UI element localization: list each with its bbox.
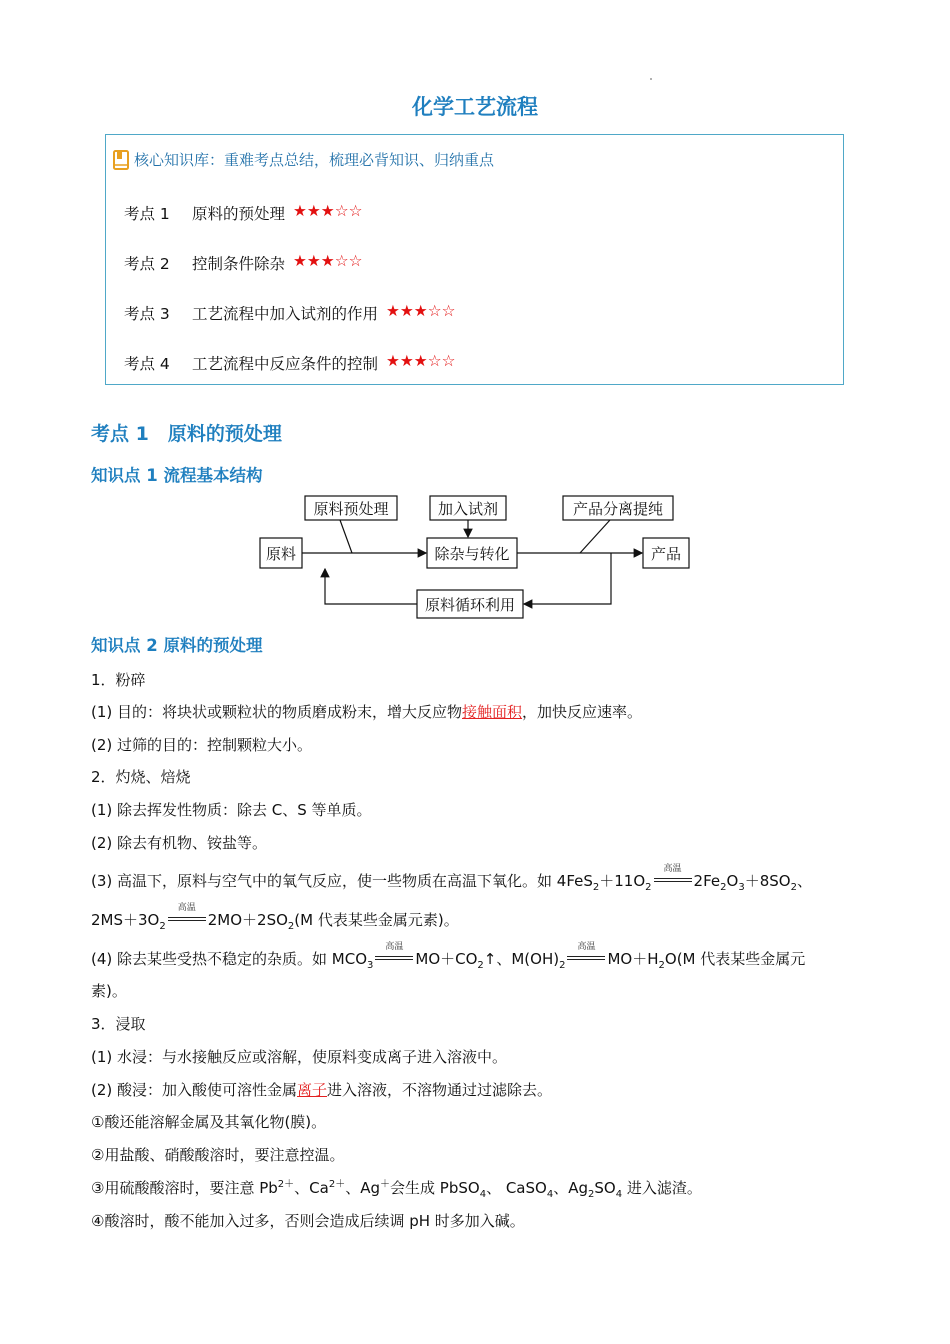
star-rating: ★★★☆☆ (386, 302, 456, 320)
knowledge-point-heading: 知识点 2 原料的预处理 (91, 636, 263, 655)
highlight-term: 离子 (297, 1081, 328, 1099)
flow-label-raw: 原料 (265, 545, 297, 563)
text-line: ①酸还能溶解金属及其氧化物(膜)。 (91, 1113, 327, 1131)
text-line: (1) 除去挥发性物质：除去 C、S 等单质。 (91, 801, 372, 819)
reaction-condition: 高温 (373, 950, 415, 966)
key-point-1: 考点 1 原料的预处理 ★★★☆☆ (124, 202, 363, 223)
text-line: ③用硫酸酸溶时，要注意 $Pb^{2+}$、$Ca^{2+}$、Ag＋会生成 PbSO$_4$、 CaSO$_4$、$Ag_2SO_4$ 进入滤渣。 (91, 1179, 702, 1200)
reaction-condition: 高温 (565, 950, 607, 966)
text-line: (2) 酸浸：加入酸使可溶性金属离子进入溶液，不溶物通过过滤除去。 (91, 1081, 553, 1099)
knowledge-box-header (112, 149, 494, 170)
flow-return-line (524, 553, 611, 604)
flow-label-pretreat: 原料预处理 (313, 500, 389, 518)
key-point-3: 考点 3 工艺流程中加入试剂的作用 ★★★☆☆ (124, 302, 456, 323)
flow-label-separate: 产品分离提纯 (572, 500, 664, 518)
section-heading: 考点 1 原料的预处理 (91, 423, 282, 445)
text-line: (2) 过筛的目的：控制颗粒大小。 (91, 736, 313, 754)
text-line: (1) 水浸：与水接触反应或溶解，使原料变成离子进入溶液中。 (91, 1048, 508, 1066)
equation-line: (4) 除去某些受热不稳定的杂质。如 $MCO_3$ 高温 $MO+CO_2↑$、$M(OH)_2$ 高温 $MO+H_2O(M$ 代表某些金属元 (91, 942, 806, 971)
page-dot (650, 78, 652, 80)
reaction-condition: 高温 (652, 872, 694, 888)
text-line: (1) 目的：将块状或颗粒状的物质磨成粉末，增大反应物接触面积，加快反应速率。 (91, 703, 643, 721)
star-rating: ★★★☆☆ (293, 252, 363, 270)
flow-label-recycle: 原料循环利用 (424, 596, 516, 614)
text-line: (2) 除去有机物、铵盐等。 (91, 834, 268, 852)
equation-line: (3) 高温下，原料与空气中的氧气反应，使一些物质在高温下氧化。如 $4FeS_2+11O_2$ 高温 $2Fe_2O_3+8SO_2$、 (91, 864, 812, 893)
knowledge-box (105, 134, 844, 385)
text-line: 2．灼烧、焙烧 (91, 768, 191, 786)
flow-label-purify: 除杂与转化 (434, 545, 510, 563)
text-line: 1．粉碎 (91, 671, 146, 689)
knowledge-point-heading: 知识点 1 流程基本结构 (91, 466, 263, 485)
book-icon (112, 150, 130, 170)
key-point-2: 考点 2 控制条件除杂 ★★★☆☆ (124, 252, 363, 273)
flow-label-reagent: 加入试剂 (437, 500, 499, 518)
text-line: 素)。 (91, 982, 127, 1000)
star-rating: ★★★☆☆ (293, 202, 363, 220)
equation-line: $2MS+3O_2$ 高温 $2MO+2SO_2(M$ 代表某些金属元素)。 (91, 903, 459, 932)
flow-connector (580, 520, 610, 553)
text-line: ②用盐酸、硝酸酸溶时，要注意控温。 (91, 1146, 345, 1164)
highlight-term: 接触面积 (462, 703, 523, 721)
flow-return-line (325, 569, 417, 604)
star-rating: ★★★☆☆ (386, 352, 456, 370)
reaction-condition: 高温 (166, 911, 208, 927)
flow-diagram (255, 490, 695, 620)
knowledge-box-title: 核心知识库：重难考点总结，梳理必背知识、归纳重点 (134, 151, 495, 169)
key-point-4: 考点 4 工艺流程中反应条件的控制 ★★★☆☆ (124, 352, 456, 373)
text-line: 3．浸取 (91, 1015, 146, 1033)
flow-label-product: 产品 (650, 545, 682, 563)
page-title: 化学工艺流程 (412, 95, 538, 119)
flow-connector (340, 520, 352, 553)
text-line: ④酸溶时，酸不能加入过多，否则会造成后续调 pH 时多加入碱。 (91, 1212, 525, 1230)
